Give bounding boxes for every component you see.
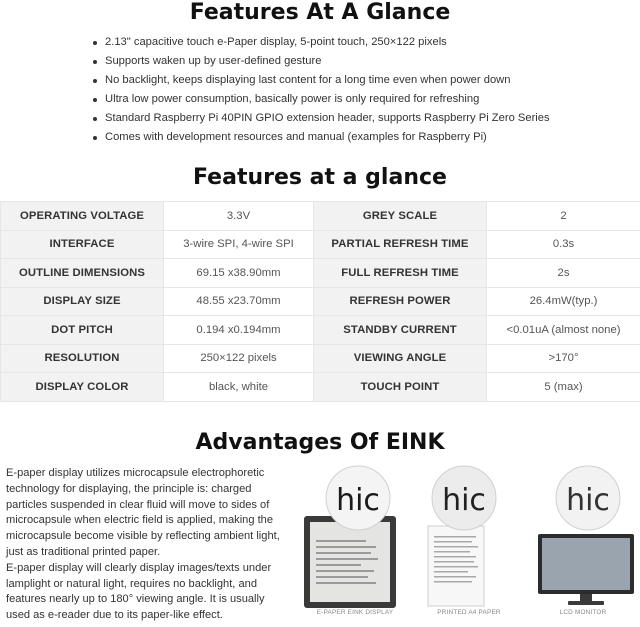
bullet-item: 2.13" capacitive touch e-Paper display, 5-point touch, 250×122 pixels xyxy=(93,33,633,52)
table-row xyxy=(1,316,640,345)
comparison-figures xyxy=(296,464,640,624)
table-row xyxy=(1,373,640,402)
spec-label: TOUCH POINT xyxy=(314,373,487,402)
advantages-title: Advantages Of EINK xyxy=(195,430,445,455)
figure-caption: PRINTED A4 PAPER xyxy=(437,609,501,616)
spec-label: OPERATING VOLTAGE xyxy=(1,202,164,231)
spec-value: 5 (max) xyxy=(487,373,640,402)
spec-label: DISPLAY COLOR xyxy=(1,373,164,402)
epaper-device-image xyxy=(300,464,410,614)
spec-label: GREY SCALE xyxy=(314,202,487,231)
spec-value: 48.55 x23.70mm xyxy=(164,287,314,316)
lcd-monitor-image xyxy=(528,464,638,614)
features-title: Features At A Glance xyxy=(189,0,451,25)
spec-value: 250×122 pixels xyxy=(164,344,314,373)
spec-label: VIEWING ANGLE xyxy=(314,344,487,373)
table-row xyxy=(1,230,640,259)
figure-caption: E-PAPER EINK DISPLAY xyxy=(316,609,394,616)
spec-label: STANDBY CURRENT xyxy=(314,316,487,345)
figure-epaper xyxy=(300,464,410,624)
bullet-item: Comes with development resources and manual (examples for Raspberry Pi) xyxy=(93,128,633,147)
figure-paper xyxy=(414,464,524,624)
magnified-text: hic xyxy=(566,483,610,518)
paragraph: E-paper display will clearly display images/texts under lamplight or natural light, requires no backlight, and features nearly up to 180° viewing angle. It is usually used as e-reader due to its paper-like effect. xyxy=(6,561,272,622)
advantages-description xyxy=(6,466,288,624)
bullet-item: Ultra low power consumption, basically power is only required for refreshing xyxy=(93,90,633,109)
spec-label: DISPLAY SIZE xyxy=(1,287,164,316)
spec-value: 0.194 x0.194mm xyxy=(164,316,314,345)
paragraph: E-paper display utilizes microcapsule electrophoretic technology for displaying, the principle is: charged particles suspended in clear fluid will move to sides of microcapsule when electric field is applied, making the microcapsule become visible by reflecting ambient light, just as traditional printed paper. xyxy=(6,467,280,558)
spec-value: 2s xyxy=(487,259,640,288)
spec-value: 0.3s xyxy=(487,230,640,259)
spec-value: black, white xyxy=(164,373,314,402)
spec-label: REFRESH POWER xyxy=(314,287,487,316)
table-row xyxy=(1,202,640,231)
bullet-item: Standard Raspberry Pi 40PIN GPIO extension header, supports Raspberry Pi Zero Series xyxy=(93,109,633,128)
table-row xyxy=(1,287,640,316)
spec-label: PARTIAL REFRESH TIME xyxy=(314,230,487,259)
spec-label: INTERFACE xyxy=(1,230,164,259)
bullet-item: No backlight, keeps displaying last content for a long time even when power down xyxy=(93,71,633,90)
spec-value: >170° xyxy=(487,344,640,373)
spec-value: 69.15 x38.90mm xyxy=(164,259,314,288)
spec-value: 3.3V xyxy=(164,202,314,231)
magnified-text: hic xyxy=(442,483,486,518)
magnified-text: hic xyxy=(336,483,380,518)
spec-label: RESOLUTION xyxy=(1,344,164,373)
table-row xyxy=(1,344,640,373)
figure-lcd xyxy=(528,464,638,624)
spec-value: 26.4mW(typ.) xyxy=(487,287,640,316)
spec-label: FULL REFRESH TIME xyxy=(314,259,487,288)
specs-title: Features at a glance xyxy=(193,165,447,190)
spec-value: 2 xyxy=(487,202,640,231)
features-bullet-list xyxy=(93,33,633,147)
paper-image xyxy=(414,464,524,614)
spec-label: DOT PITCH xyxy=(1,316,164,345)
spec-label: OUTLINE DIMENSIONS xyxy=(1,259,164,288)
figure-caption: LCD MONITOR xyxy=(559,609,607,616)
spec-value: 3-wire SPI, 4-wire SPI xyxy=(164,230,314,259)
specs-table xyxy=(0,201,640,402)
bullet-item: Supports waken up by user-defined gesture xyxy=(93,52,633,71)
spec-value: <0.01uA (almost none) xyxy=(487,316,640,345)
table-row xyxy=(1,259,640,288)
